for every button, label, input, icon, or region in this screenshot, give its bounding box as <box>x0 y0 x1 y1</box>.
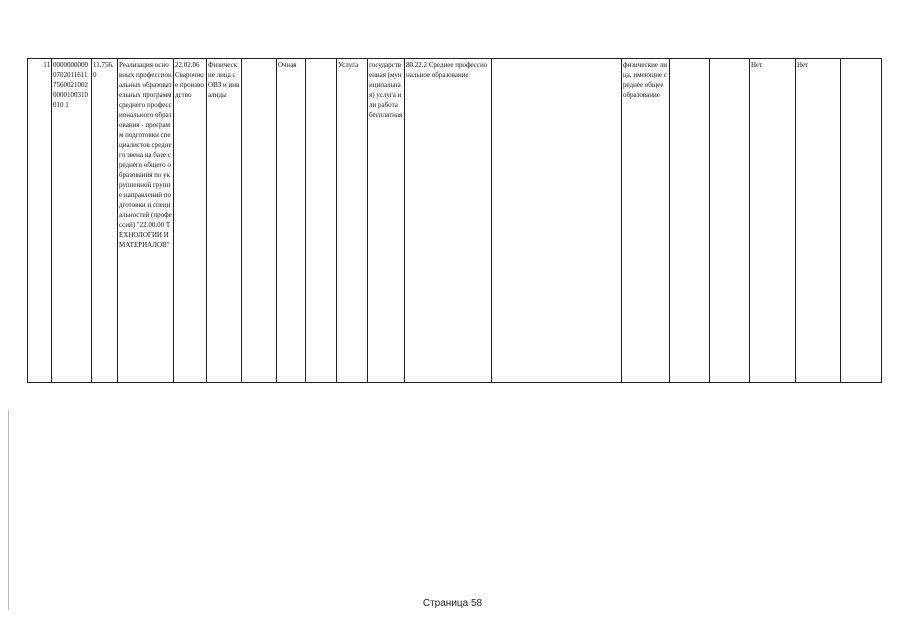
consumer-category-cell: физические лица, имеющие среднее общее образование <box>622 59 670 383</box>
okved-cell: 80.22.2 Среднее профессиональное образование <box>405 59 492 383</box>
margin-line <box>8 410 9 610</box>
consumers-cell: Физические лица с ОВЗ и инвалиды <box>207 59 242 383</box>
form-cell: Очная <box>277 59 306 383</box>
service-kind-cell: государственная (муниципальная) услуга или работа бесплатная <box>368 59 405 383</box>
page-number: Страница 58 <box>422 598 483 609</box>
empty-cell <box>841 59 882 383</box>
empty-cell <box>492 59 622 383</box>
registry-table <box>27 58 882 383</box>
flag-cell: Нет <box>750 59 796 383</box>
flag-cell: Нет <box>796 59 841 383</box>
empty-cell <box>670 59 710 383</box>
empty-cell <box>242 59 277 383</box>
row-number: 11 <box>28 59 52 383</box>
specialty-cell: 22.02.06 Сварочное производство <box>174 59 207 383</box>
code-cell: 11.756.0 <box>92 59 118 383</box>
empty-cell <box>306 59 337 383</box>
empty-cell <box>710 59 750 383</box>
table-row <box>28 59 882 383</box>
service-name-cell: Реализация основных профессиональных образовательных программ среднего профессионального образования - программ подготовки специалистов среднего звена на базе среднего общего образования по укрупненной группе направлений подготовки и специальностей (профессий) "22.00.00 ТЕХНОЛОГИИ И МАТЕРИАЛОВ" <box>118 59 174 383</box>
type-cell: Услуга <box>337 59 368 383</box>
registry-code: 0000000000070201161175600210020000100310010 1 <box>52 59 92 383</box>
